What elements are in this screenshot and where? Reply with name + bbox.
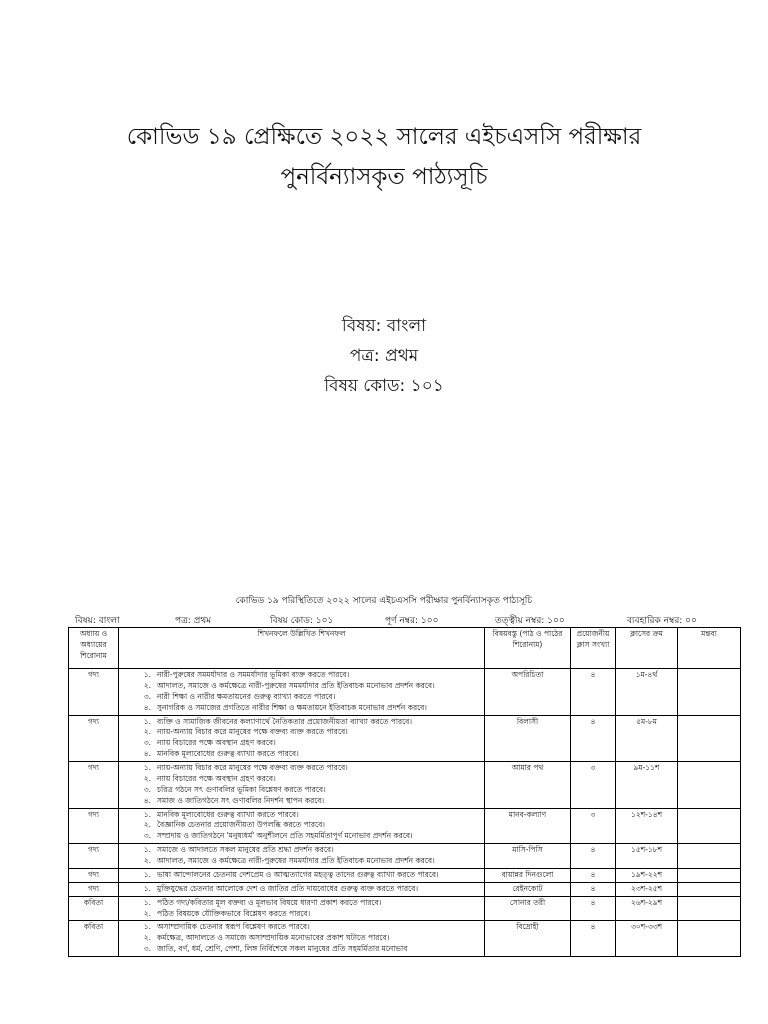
- outcome-number: ২.: [143, 773, 151, 783]
- row-content: আমার পথ: [485, 762, 571, 809]
- outcome-number: ১.: [143, 845, 151, 855]
- outcome-item: [137, 670, 482, 681]
- outcome-number: ১.: [143, 883, 151, 893]
- outcome-item: [137, 810, 482, 821]
- table-row: [69, 921, 741, 957]
- header-classes: প্রয়োজনীয় ক্লাস সংখ্যা: [571, 628, 616, 669]
- row-remarks: [678, 808, 741, 844]
- header-outcomes: শিখনফলে উল্লিখিত শিখনফল: [119, 628, 485, 669]
- outcome-item: [137, 681, 482, 692]
- outcome-item: [137, 774, 482, 785]
- row-order: ১ম-৪র্থ: [616, 669, 678, 716]
- syllabus-table: [68, 627, 741, 957]
- outcome-text: মানবিক মূল্যবোধের গুরুত্ব ব্যাখ্যা করতে পারবে।: [157, 749, 299, 759]
- outcome-text: সুনাগরিক ও সমাজের প্রগতিতে নারীর শিক্ষা ও ক্ষমতায়নে ইতিবাচক মনোভাব প্রদর্শন করবে।: [157, 702, 427, 712]
- outcome-item: [137, 909, 482, 920]
- row-category: গদ্য: [69, 844, 119, 869]
- row-outcomes: [119, 669, 485, 716]
- table-row: [69, 882, 741, 896]
- outcome-item: [137, 820, 482, 831]
- row-outcomes: [119, 808, 485, 844]
- cover-title-line-1: কোভিড ১৯ প্রেক্ষিতে ২০২২ সালের এইচএসসি পরীক্ষার: [126, 124, 642, 150]
- row-content: বিদ্রোহী: [485, 921, 571, 957]
- row-remarks: [678, 669, 741, 716]
- outcome-number: ১.: [143, 922, 151, 932]
- outcome-number: ২.: [143, 727, 151, 737]
- row-content: বায়ান্নর দিনগুলো: [485, 868, 571, 882]
- outcome-item: [137, 763, 482, 774]
- outcome-item: [137, 884, 482, 895]
- outcome-item: [137, 785, 482, 796]
- row-content: রেইনকোট: [485, 882, 571, 896]
- outcome-text: ন্যায় বিচারের পক্ষে অবস্থান গ্রহণ করবে।: [157, 773, 276, 783]
- outcome-text: সমাজে ও আদালতে সকল মানুষের প্রতি শ্রদ্ধা প্রদর্শন করবে।: [157, 845, 334, 855]
- syllabus-title: কোভিড ১৯ পরিস্থিতিতে ২০২২ সালের এইচএসসি পরীক্ষার পুনর্বিন্যাসকৃত পাঠ্যসূচি: [235, 596, 533, 606]
- meta-theory-marks: তত্ত্বীয় নম্বর: ১০০: [495, 616, 565, 626]
- row-category: কবিতা: [69, 921, 119, 957]
- outcome-number: ১.: [143, 809, 151, 819]
- table-header-row: [69, 628, 741, 669]
- meta-practical-marks: ব্যবহারিক নম্বর: ০০: [627, 616, 697, 626]
- outcome-text: মানবিক মূল্যবোধের গুরুত্ব ব্যাখ্যা করতে পারবে।: [157, 809, 299, 819]
- outcome-text: মুক্তিযুদ্ধের চেতনার আলোকে দেশ ও জাতির প্রতি দায়বোধের গুরুত্ব ব্যক্ত করতে পারবে।: [157, 883, 419, 893]
- row-order: ১৯শ-২২শ: [616, 868, 678, 882]
- row-remarks: [678, 921, 741, 957]
- outcome-number: ২.: [143, 680, 151, 690]
- row-outcomes: [119, 715, 485, 762]
- outcome-item: [137, 845, 482, 856]
- outcome-text: পঠিত বিষয়কে যৌক্তিকভাবে বিশ্লেষণ করতে পারবে।: [157, 908, 311, 918]
- outcome-number: ৩.: [143, 944, 151, 954]
- outcome-number: ২.: [143, 908, 151, 918]
- row-outcomes: [119, 882, 485, 896]
- outcome-text: ন্যায়-অন্যায় বিচার করে মানুষের পক্ষে বক্তব্য ব্যক্ত করতে পারবে।: [157, 727, 348, 737]
- row-classes: ৪: [571, 669, 616, 716]
- row-content: বিলাসী: [485, 715, 571, 762]
- header-order: ক্লাসের ক্রম: [616, 628, 678, 669]
- outcome-number: ৩.: [143, 691, 151, 701]
- cover-title-line-2: পুনর্বিন্যাসকৃত পাঠ্যসূচি: [280, 164, 488, 190]
- row-order: ২৬শ-২৯শ: [616, 896, 678, 921]
- outcome-item: [137, 717, 482, 728]
- row-content: সোনার তরী: [485, 896, 571, 921]
- outcome-item: [137, 738, 482, 749]
- row-content: অপরিচিতা: [485, 669, 571, 716]
- table-row: [69, 808, 741, 844]
- table-row: [69, 844, 741, 869]
- outcome-text: নারী-পুরুষের সমমর্যাদার ও সমমর্যাদার ভূমিকা ব্যক্ত করতে পারবে।: [157, 670, 350, 679]
- cover-subject-code: বিষয় কোড: ১০১: [324, 376, 444, 396]
- outcome-number: ১.: [143, 897, 151, 907]
- meta-code: বিষয় কোড: ১০১: [270, 616, 334, 626]
- row-order: ১২শ-১৪শ: [616, 808, 678, 844]
- outcome-text: ন্যায়-অন্যায় বিচার করে মানুষের পক্ষে বক্তব্য ব্যক্ত করতে পারবে।: [157, 763, 348, 772]
- outcome-number: ৪.: [143, 749, 151, 759]
- table-row: [69, 868, 741, 882]
- row-remarks: [678, 896, 741, 921]
- meta-full-marks: পূর্ণ নম্বর: ১০০: [385, 616, 439, 626]
- meta-subject: বিষয়: বাংলা: [75, 616, 120, 626]
- table-row: [69, 669, 741, 716]
- outcome-item: [137, 796, 482, 807]
- row-remarks: [678, 882, 741, 896]
- row-classes: ৪: [571, 882, 616, 896]
- outcome-item: [137, 922, 482, 933]
- row-outcomes: [119, 762, 485, 809]
- header-chapter: অধ্যায় ও অধ্যায়ের শিরোনাম: [69, 628, 119, 669]
- row-remarks: [678, 868, 741, 882]
- outcome-number: ২.: [143, 856, 151, 865]
- row-category: গদ্য: [69, 762, 119, 809]
- outcome-number: ১.: [143, 670, 151, 679]
- syllabus-meta: [75, 613, 745, 627]
- row-classes: ৪: [571, 896, 616, 921]
- row-remarks: [678, 762, 741, 809]
- outcome-number: ১.: [143, 869, 151, 879]
- row-outcomes: [119, 844, 485, 869]
- outcome-text: অসাম্প্রদায়িক চেতনার স্বরূপ বিশ্লেষণ করতে পারবে।: [157, 922, 310, 932]
- row-category: গদ্য: [69, 808, 119, 844]
- outcome-text: ব্যক্তি ও সামাজিক জীবনের কল্যাণার্থে নৈতিকতার প্রয়োজনীয়তা ব্যাখ্যা করতে পারবে।: [157, 716, 413, 726]
- outcome-number: ৪.: [143, 702, 151, 712]
- outcome-number: ২.: [143, 820, 151, 830]
- outcome-item: [137, 898, 482, 909]
- row-order: ৫ম-৮ম: [616, 715, 678, 762]
- table-row: [69, 762, 741, 809]
- outcome-item: [137, 870, 482, 881]
- outcome-text: পঠিত গদ্য/কবিতার মূল বক্তব্য ও মূলভাব বিষয়ে ধারণা প্রকাশ করতে পারবে।: [157, 897, 382, 907]
- row-classes: ৩: [571, 762, 616, 809]
- row-remarks: [678, 844, 741, 869]
- outcome-item: [137, 831, 482, 842]
- outcome-text: চরিত্র গঠনে সৎ গুণাবলির ভূমিকা বিশ্লেষণ করতে পারবে।: [157, 784, 326, 794]
- cover-subject: বিষয়: বাংলা: [341, 316, 427, 336]
- row-category: গদ্য: [69, 868, 119, 882]
- row-classes: ৪: [571, 715, 616, 762]
- outcome-item: [137, 703, 482, 714]
- row-content: মাসি-পিসি: [485, 844, 571, 869]
- outcome-number: ৪.: [143, 795, 151, 805]
- meta-paper: পত্র: প্রথম: [175, 616, 212, 626]
- row-outcomes: [119, 896, 485, 921]
- header-content: বিষয়বস্তু (পাঠ ও পাঠের শিরোনাম): [485, 628, 571, 669]
- row-order: ১৫শ-১৮শ: [616, 844, 678, 869]
- outcome-text: সমাজ ও জাতিগঠনে সৎ গুণাবলির নিদর্শন স্থাপন করবে।: [157, 795, 325, 805]
- outcome-text: কর্মক্ষেত্র, আদালতে ও সমাজে অসাম্প্রদায়িক মনোভাবের প্রকাশ ঘটাতে পারবে।: [157, 933, 390, 943]
- row-order: ২৩শ-২৫শ: [616, 882, 678, 896]
- outcome-text: ন্যায় বিচারের পক্ষে অবস্থান গ্রহণ করবে।: [157, 738, 276, 748]
- row-outcomes: [119, 868, 485, 882]
- outcome-number: ৩.: [143, 831, 151, 841]
- outcome-text: ভাষা আন্দোলনের চেতনায় দেশপ্রেম ও আত্মত্যাগের মহত্ত্ব তাদের গুরুত্ব ব্যাখ্যা করতে পারবে।: [157, 869, 439, 879]
- row-category: কবিতা: [69, 896, 119, 921]
- row-category: গদ্য: [69, 715, 119, 762]
- outcome-text: নারী শিক্ষা ও নারীর ক্ষমতায়নের গুরুত্ব ব্যাখ্যা করতে পারবে।: [157, 691, 336, 701]
- outcome-number: ৩.: [143, 738, 151, 748]
- outcome-item: [137, 933, 482, 944]
- outcome-text: বৈজ্ঞানিক চেতনার প্রয়োজনীয়তা উপলব্ধি করতে পারবে।: [157, 820, 325, 830]
- table-row: [69, 715, 741, 762]
- outcome-text: আদালত, সমাজে ও কর্মক্ষেত্রে নারী-পুরুষের সমমর্যাদার প্রতি ইতিবাচক মনোভাব প্রদর্শন করবে।: [157, 856, 435, 865]
- outcome-text: সম্প্রদায় ও জাতিগঠনে 'মনুষ্যধর্ম' অনুশীলনে প্রতি সহমর্মিতাপূর্ণ মনোভাব প্রদর্শন করবে।: [157, 831, 413, 841]
- header-remarks: মন্তব্য: [678, 628, 741, 669]
- row-order: ৯ম-১১শ: [616, 762, 678, 809]
- outcome-item: [137, 856, 482, 867]
- outcome-number: ৩.: [143, 784, 151, 794]
- row-classes: ৪: [571, 921, 616, 957]
- outcome-number: ১.: [143, 716, 151, 726]
- row-remarks: [678, 715, 741, 762]
- outcome-item: [137, 692, 482, 703]
- outcome-item: [137, 727, 482, 738]
- row-classes: ৪: [571, 844, 616, 869]
- outcome-text: জাতি, বর্ণ, ধর্ম, শ্রেণি, পেশা, লিঙ্গ নির্বিশেষে সকল মানুষের প্রতি সহমর্মিতার মনোভাব: [157, 944, 408, 954]
- outcome-item: [137, 944, 482, 955]
- cover-paper: পত্র: প্রথম: [349, 346, 419, 366]
- outcome-number: ১.: [143, 763, 151, 772]
- outcome-text: আদালত, সমাজে ও কর্মক্ষেত্রে নারী-পুরুষের সমমর্যাদার প্রতি ইতিবাচক মনোভাব প্রদর্শন করবে।: [157, 680, 435, 690]
- row-classes: ৪: [571, 868, 616, 882]
- row-outcomes: [119, 921, 485, 957]
- outcome-item: [137, 749, 482, 760]
- outcome-number: ২.: [143, 933, 151, 943]
- row-classes: ৩: [571, 808, 616, 844]
- row-content: মানব-কল্যাণ: [485, 808, 571, 844]
- row-order: ৩০শ-৩৩শ: [616, 921, 678, 957]
- table-row: [69, 896, 741, 921]
- row-category: গদ্য: [69, 669, 119, 716]
- row-category: গদ্য: [69, 882, 119, 896]
